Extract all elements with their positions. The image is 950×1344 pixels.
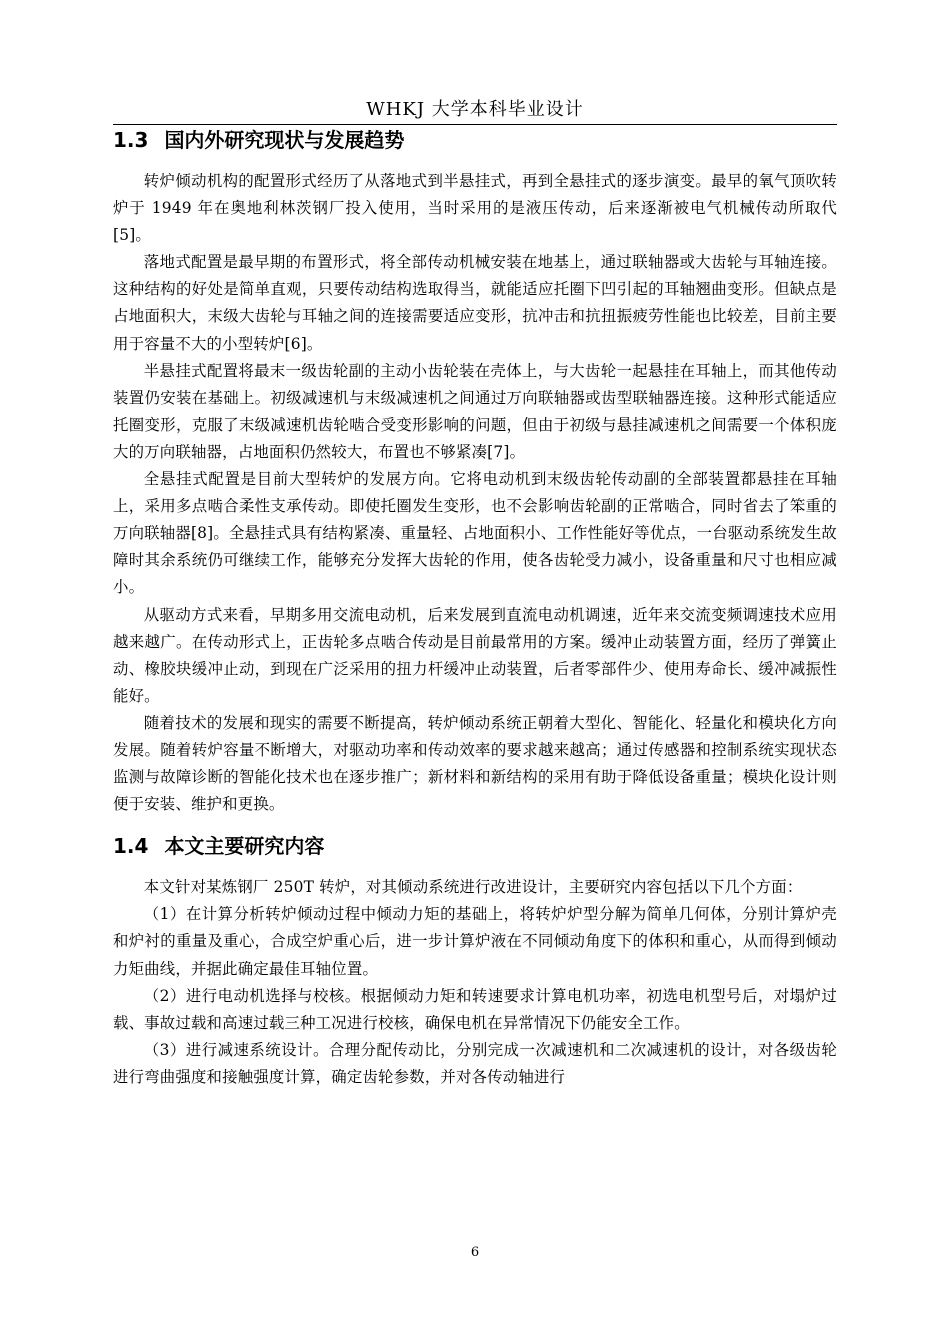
page-number: 6 xyxy=(470,1245,480,1260)
paragraph: 半悬挂式配置将最末一级齿轮副的主动小齿轮装在壳体上，与大齿轮一起悬挂在耳轴上，而其他传动装置仍安装在基础上。初级减速机与末级减速机之间通过万向联轴器或齿型联轴器连接。这种形式能适应托圈变形，克服了末级减速机齿轮啮合受变形影响的问题，但由于初级与悬挂减速机之间需要一个体积庞大的万向联轴器，占地面积仍然较大，布置也不够紧凑[7]。 xyxy=(113,361,837,461)
page-header: WHKJ 大学本科毕业设计 xyxy=(113,96,837,125)
paragraph: 全悬挂式配置是目前大型转炉的发展方向。它将电动机到末级齿轮传动副的全部装置都悬挂在耳轴上，采用多点啮合柔性支承传动。即使托圈发生变形，也不会影响齿轮副的正常啮合，同时省去了笨重的万向联轴器[8]。全悬挂式具有结构紧凑、重量轻、占地面积小、工作性能好等优点，一台驱动系统发生故障时其余系统仍可继续工作，能够充分发挥大齿轮的作用，使各齿轮受力减小，设备重量和尺寸也相应减小。 xyxy=(113,470,837,597)
section-title: 国内外研究现状与发展趋势 xyxy=(164,128,405,152)
list-item: （1）在计算分析转炉倾动过程中倾动力矩的基础上，将转炉炉型分解为简单几何体，分别计算炉壳和炉衬的重量及重心，合成空炉重心后，进一步计算炉液在不同倾动角度下的体积和重心，从而得到倾动力矩曲线，并据此确定最佳耳轴位置。 xyxy=(113,905,837,978)
section-number: 1.4 xyxy=(113,834,149,859)
paragraph: 本文针对某炼钢厂 250T 转炉，对其倾动系统进行改进设计，主要研究内容包括以下几个方面： xyxy=(143,878,803,897)
paragraph: 随着技术的发展和现实的需要不断提高，转炉倾动系统正朝着大型化、智能化、轻量化和模块化方向发展。随着转炉容量不断增大，对驱动功率和传动效率的要求越来越高；通过传感器和控制系统实现状态监测与故障诊断的智能化技术也在逐步推广；新材料和新结构的采用有助于降低设备重量；模块化设计则便于安装、维护和更换。 xyxy=(113,713,837,814)
section-heading-1-4 xyxy=(113,832,837,860)
paragraph: 从驱动方式来看，早期多用交流电动机，后来发展到直流电动机调速，近年来交流变频调速技术应用越来越广。在传动形式上，正齿轮多点啮合传动是目前最常用的方案。缓冲止动装置方面，经历了弹簧止动、橡胶块缓冲止动，到现在广泛采用的扭力杆缓冲止动装置，后者零部件少、使用寿命长、缓冲减振性能好。 xyxy=(113,605,837,705)
list-item: （3）进行减速系统设计。合理分配传动比，分别完成一次减速机和二次减速机的设计，对各级齿轮进行弯曲强度和接触强度计算，确定齿轮参数，并对各传动轴进行 xyxy=(113,1040,837,1086)
section-heading-1-3 xyxy=(113,126,837,154)
paragraph: 转炉倾动机构的配置形式经历了从落地式到半悬挂式，再到全悬挂式的逐步演变。最早的氧气顶吹转炉于 1949 年在奥地利林茨钢厂投入使用，当时采用的是液压传动，后来逐渐被电气机械传动所取代[5]。 xyxy=(113,172,837,245)
paragraph: 落地式配置是最早期的布置形式，将全部传动机械安装在地基上，通过联轴器或大齿轮与耳轴连接。这种结构的好处是简单直观，只要传动结构选取得当，就能适应托圈下凹引起的耳轴翘曲变形。但缺点是占地面积大，末级大齿轮与耳轴之间的连接需要适应变形，抗冲击和抗扭振疲劳性能也比较差，目前主要用于容量不大的小型转炉[6]。 xyxy=(113,253,837,353)
section-number: 1.3 xyxy=(113,128,149,152)
section-title: 本文主要研究内容 xyxy=(164,834,325,859)
document-body xyxy=(113,126,837,1091)
list-item: （2）进行电动机选择与校核。根据倾动力矩和转速要求计算电机功率，初选电机型号后，对塌炉过载、事故过载和高速过载三种工况进行校核，确保电机在异常情况下仍能安全工作。 xyxy=(113,986,837,1032)
